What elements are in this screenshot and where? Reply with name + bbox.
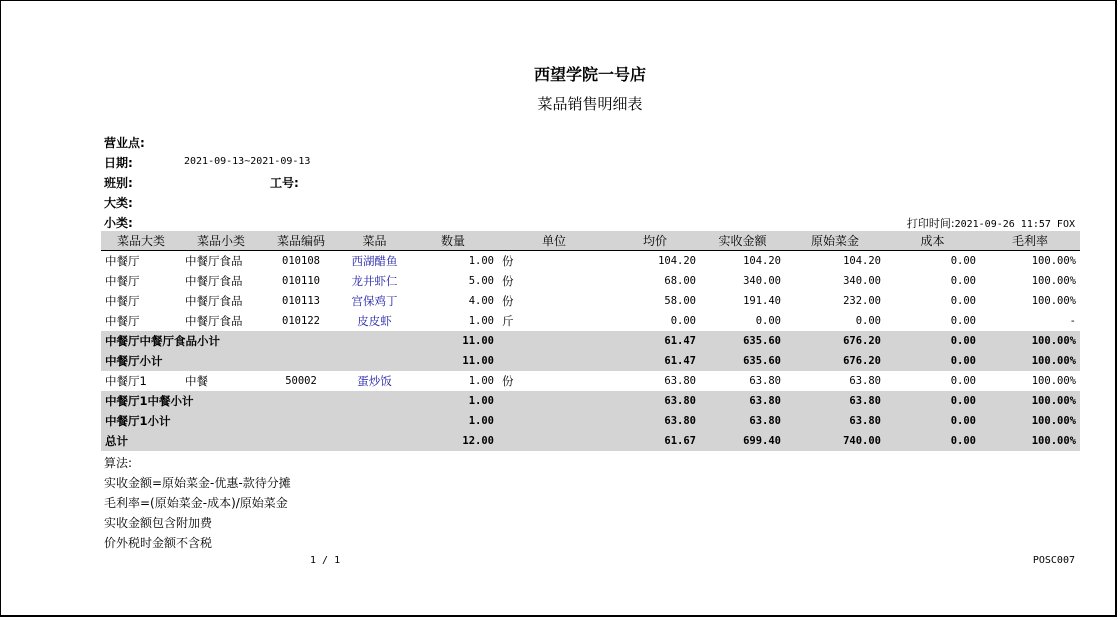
dish-cell: 西湖醋鱼 xyxy=(351,254,398,268)
avg-price-cell: 63.80 xyxy=(664,375,696,387)
subtotal-label: 中餐厅1小计 xyxy=(101,411,408,431)
cost-cell: 0.00 xyxy=(885,391,980,411)
unit-cell xyxy=(498,431,610,451)
print-time xyxy=(907,215,1075,231)
avg-price-cell: 68.00 xyxy=(664,275,696,287)
code-cell: 010110 xyxy=(282,275,320,287)
cost-cell: 0.00 xyxy=(885,411,980,431)
subcategory-cell: 中餐厅食品 xyxy=(185,254,243,268)
subcategory-label: 小类: xyxy=(104,216,133,230)
margin-cell: 100.00% xyxy=(1031,295,1076,307)
quantity-cell: 11.00 xyxy=(408,351,498,371)
column-header: 单位 xyxy=(498,231,610,251)
table-header-row xyxy=(101,231,1080,251)
avg-price-cell: 104.20 xyxy=(658,255,696,267)
cost-cell: 0.00 xyxy=(885,351,980,371)
original-amount-cell: 232.00 xyxy=(843,295,881,307)
print-time-label: 打印时间: xyxy=(906,217,955,230)
column-header: 菜品 xyxy=(341,231,408,251)
cost-cell: 0.00 xyxy=(950,275,976,287)
subtotal-row xyxy=(101,391,1080,411)
quantity-cell: 1.00 xyxy=(468,255,494,267)
original-amount-cell: 63.80 xyxy=(785,391,885,411)
actual-amount-cell: 635.60 xyxy=(700,331,785,351)
subcategory-cell: 中餐厅食品 xyxy=(185,294,243,308)
margin-cell: 100.00% xyxy=(1031,375,1076,387)
quantity-cell: 4.00 xyxy=(468,295,494,307)
actual-amount-cell: 0.00 xyxy=(755,315,781,327)
subtotal-row xyxy=(101,411,1080,431)
original-amount-cell: 676.20 xyxy=(785,351,885,371)
quantity-cell: 1.00 xyxy=(408,411,498,431)
unit-cell xyxy=(498,391,610,411)
cost-cell: 0.00 xyxy=(950,315,976,327)
column-header: 均价 xyxy=(610,231,700,251)
original-amount-cell: 63.80 xyxy=(849,375,881,387)
margin-cell: 100.00% xyxy=(980,391,1080,411)
subtotal-row xyxy=(101,351,1080,371)
dish-cell: 皮皮虾 xyxy=(357,314,392,328)
dish-cell: 蛋炒饭 xyxy=(357,374,392,388)
quantity-cell: 1.00 xyxy=(408,391,498,411)
category-cell: 中餐厅 xyxy=(105,274,140,288)
avg-price-cell: 61.67 xyxy=(610,431,700,451)
actual-amount-cell: 699.40 xyxy=(700,431,785,451)
actual-amount-cell: 104.20 xyxy=(743,255,781,267)
table-row xyxy=(101,271,1080,291)
actual-amount-cell: 191.40 xyxy=(743,295,781,307)
date-label: 日期: xyxy=(104,156,133,170)
avg-price-cell: 63.80 xyxy=(610,391,700,411)
quantity-cell: 5.00 xyxy=(468,275,494,287)
column-header: 原始菜金 xyxy=(785,231,885,251)
unit-cell xyxy=(498,411,610,431)
cost-cell: 0.00 xyxy=(950,375,976,387)
subcategory-cell: 中餐厅食品 xyxy=(185,314,243,328)
original-amount-cell: 63.80 xyxy=(785,411,885,431)
original-amount-cell: 104.20 xyxy=(843,255,881,267)
dish-cell: 龙井虾仁 xyxy=(351,274,398,288)
report-title: 菜品销售明细表 xyxy=(537,95,643,113)
note-line: 实收金额=原始菜金-优惠-款待分摊 xyxy=(104,476,291,490)
store-name: 西望学院一号店 xyxy=(533,65,646,84)
actual-amount-cell: 63.80 xyxy=(700,411,785,431)
print-time-value: 2021-09-26 11:57 FOX xyxy=(954,219,1075,230)
column-header: 成本 xyxy=(885,231,980,251)
unit-cell: 份 xyxy=(502,294,514,308)
code-cell: 50002 xyxy=(285,375,317,387)
code-cell: 010122 xyxy=(282,315,320,327)
page-indicator: 1 / 1 xyxy=(310,555,341,566)
margin-cell: 100.00% xyxy=(980,431,1080,451)
table-body xyxy=(101,251,1080,452)
subcategory-cell: 中餐厅食品 xyxy=(185,274,243,288)
unit-cell xyxy=(498,331,610,351)
subtotal-label: 中餐厅中餐厅食品小计 xyxy=(101,331,408,351)
cost-cell: 0.00 xyxy=(950,255,976,267)
margin-cell: 100.00% xyxy=(1031,255,1076,267)
cost-cell: 0.00 xyxy=(885,431,980,451)
cost-cell: 0.00 xyxy=(885,331,980,351)
category-cell: 中餐厅1 xyxy=(105,374,147,388)
category-cell: 中餐厅 xyxy=(105,314,140,328)
note-line: 算法: xyxy=(104,456,133,470)
staff-label: 工号: xyxy=(270,176,299,190)
original-amount-cell: 740.00 xyxy=(785,431,885,451)
subcategory-cell: 中餐 xyxy=(185,374,208,388)
quantity-cell: 1.00 xyxy=(468,315,494,327)
actual-amount-cell: 340.00 xyxy=(743,275,781,287)
unit-cell: 斤 xyxy=(502,314,514,328)
avg-price-cell: 58.00 xyxy=(664,295,696,307)
note-line: 价外税时金额不含税 xyxy=(104,536,213,550)
table-row xyxy=(101,311,1080,331)
original-amount-cell: 340.00 xyxy=(843,275,881,287)
subtotal-label: 中餐厅小计 xyxy=(101,351,408,371)
note-line: 实收金额包含附加费 xyxy=(104,516,213,530)
column-header: 菜品小类 xyxy=(181,231,261,251)
margin-cell: 100.00% xyxy=(980,351,1080,371)
actual-amount-cell: 63.80 xyxy=(749,375,781,387)
quantity-cell: 11.00 xyxy=(408,331,498,351)
unit-cell: 份 xyxy=(502,254,514,268)
report-id: POSC007 xyxy=(1032,555,1075,566)
sales-detail-table xyxy=(101,231,1080,451)
unit-cell: 份 xyxy=(502,274,514,288)
table-row xyxy=(101,251,1080,272)
avg-price-cell: 0.00 xyxy=(670,315,696,327)
actual-amount-cell: 63.80 xyxy=(700,391,785,411)
avg-price-cell: 61.47 xyxy=(610,331,700,351)
category-cell: 中餐厅 xyxy=(105,294,140,308)
original-amount-cell: 0.00 xyxy=(855,315,881,327)
unit-cell: 份 xyxy=(502,374,514,388)
column-header: 菜品编码 xyxy=(261,231,341,251)
avg-price-cell: 63.80 xyxy=(610,411,700,431)
avg-price-cell: 61.47 xyxy=(610,351,700,371)
shift-label: 班别: xyxy=(104,176,133,190)
margin-cell: - xyxy=(1069,315,1076,327)
location-label: 营业点: xyxy=(104,136,145,150)
subtotal-row xyxy=(101,431,1080,451)
note-line: 毛利率=(原始菜金-成本)/原始菜金 xyxy=(104,496,288,510)
margin-cell: 100.00% xyxy=(980,331,1080,351)
subtotal-label: 总计 xyxy=(101,431,408,451)
margin-cell: 100.00% xyxy=(1031,275,1076,287)
table-row xyxy=(101,291,1080,311)
quantity-cell: 1.00 xyxy=(468,375,494,387)
unit-cell xyxy=(498,351,610,371)
code-cell: 010113 xyxy=(282,295,320,307)
quantity-cell: 12.00 xyxy=(408,431,498,451)
category-label: 大类: xyxy=(104,196,133,210)
column-header: 菜品大类 xyxy=(101,231,181,251)
date-value: 2021-09-13~2021-09-13 xyxy=(184,156,311,167)
actual-amount-cell: 635.60 xyxy=(700,351,785,371)
column-header: 实收金额 xyxy=(700,231,785,251)
column-header: 毛利率 xyxy=(980,231,1080,251)
table-row xyxy=(101,371,1080,391)
subtotal-row xyxy=(101,331,1080,351)
category-cell: 中餐厅 xyxy=(105,254,140,268)
dish-cell: 宫保鸡丁 xyxy=(351,294,398,308)
margin-cell: 100.00% xyxy=(980,411,1080,431)
subtotal-label: 中餐厅1中餐小计 xyxy=(101,391,408,411)
cost-cell: 0.00 xyxy=(950,295,976,307)
code-cell: 010108 xyxy=(282,255,320,267)
original-amount-cell: 676.20 xyxy=(785,331,885,351)
column-header: 数量 xyxy=(408,231,498,251)
